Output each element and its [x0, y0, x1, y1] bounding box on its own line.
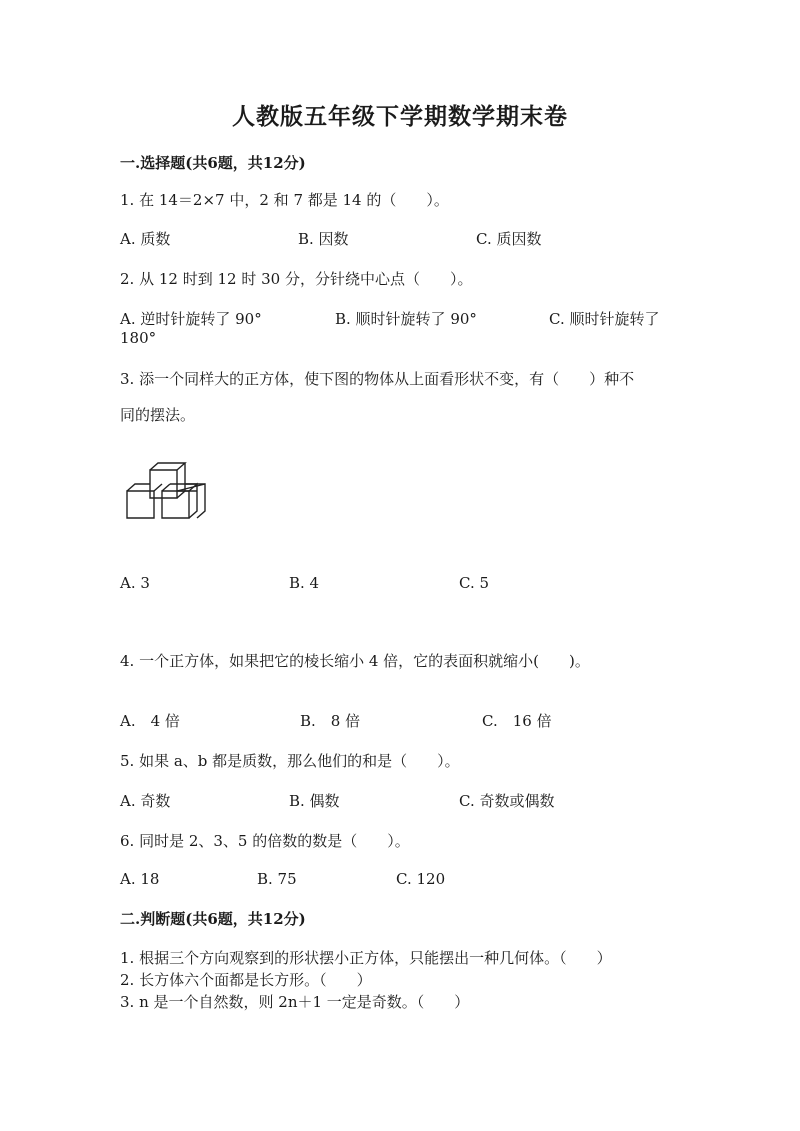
q6-option-b: B. 75: [257, 870, 297, 888]
question-6: 6. 同时是 2、3、5 的倍数的数是（ ）。: [120, 832, 410, 850]
section-heading-judgment: 二.判断题(共6题，共12分): [120, 910, 306, 928]
q2-option-c-wrap: 180°: [120, 329, 157, 347]
page-title: 人教版五年级下学期数学期末卷: [232, 103, 568, 130]
question-4: 4. 一个正方体，如果把它的棱长缩小 4 倍，它的表面积就缩小( )。: [120, 652, 590, 670]
judgment-3: 3. n 是一个自然数，则 2n＋1 一定是奇数。（ ）: [120, 993, 470, 1011]
q3-option-c: C. 5: [459, 574, 490, 592]
judgment-1: 1. 根据三个方向观察到的形状摆小正方体，只能摆出一种几何体。（ ）: [120, 949, 612, 967]
judgment-2: 2. 长方体六个面都是长方形。（ ）: [120, 971, 372, 989]
question-2: 2. 从 12 时到 12 时 30 分，分针绕中心点（ ）。: [120, 270, 473, 288]
question-5: 5. 如果 a、b 都是质数，那么他们的和是（ ）。: [120, 752, 460, 770]
q5-option-b: B. 偶数: [289, 792, 340, 810]
q4-option-b: B. 8 倍: [300, 712, 361, 730]
q5-option-a: A. 奇数: [120, 792, 171, 810]
section-heading-choice: 一.选择题(共6题，共12分): [120, 154, 306, 172]
q1-option-a: A. 质数: [120, 230, 171, 248]
cube-stack-icon: [122, 460, 214, 524]
q4-option-a: A. 4 倍: [120, 712, 180, 730]
q3-option-a: A. 3: [120, 574, 150, 592]
question-3-line2: 同的摆法。: [120, 406, 196, 424]
question-3-line1: 3. 添一个同样大的正方体，使下图的物体从上面看形状不变，有（ ）种不: [120, 370, 635, 388]
q5-option-c: C. 奇数或偶数: [459, 792, 555, 810]
q3-option-b: B. 4: [289, 574, 320, 592]
q1-option-c: C. 质因数: [476, 230, 542, 248]
q2-option-c: C. 顺时针旋转了: [549, 310, 660, 328]
q6-option-a: A. 18: [120, 870, 160, 888]
question-1: 1. 在 14＝2×7 中，2 和 7 都是 14 的（ ）。: [120, 191, 449, 209]
q2-option-b: B. 顺时针旋转了 90°: [335, 310, 477, 328]
q1-option-b: B. 因数: [298, 230, 349, 248]
q6-option-c: C. 120: [396, 870, 446, 888]
q2-option-a: A. 逆时针旋转了 90°: [120, 310, 262, 328]
q4-option-c: C. 16 倍: [482, 712, 552, 730]
